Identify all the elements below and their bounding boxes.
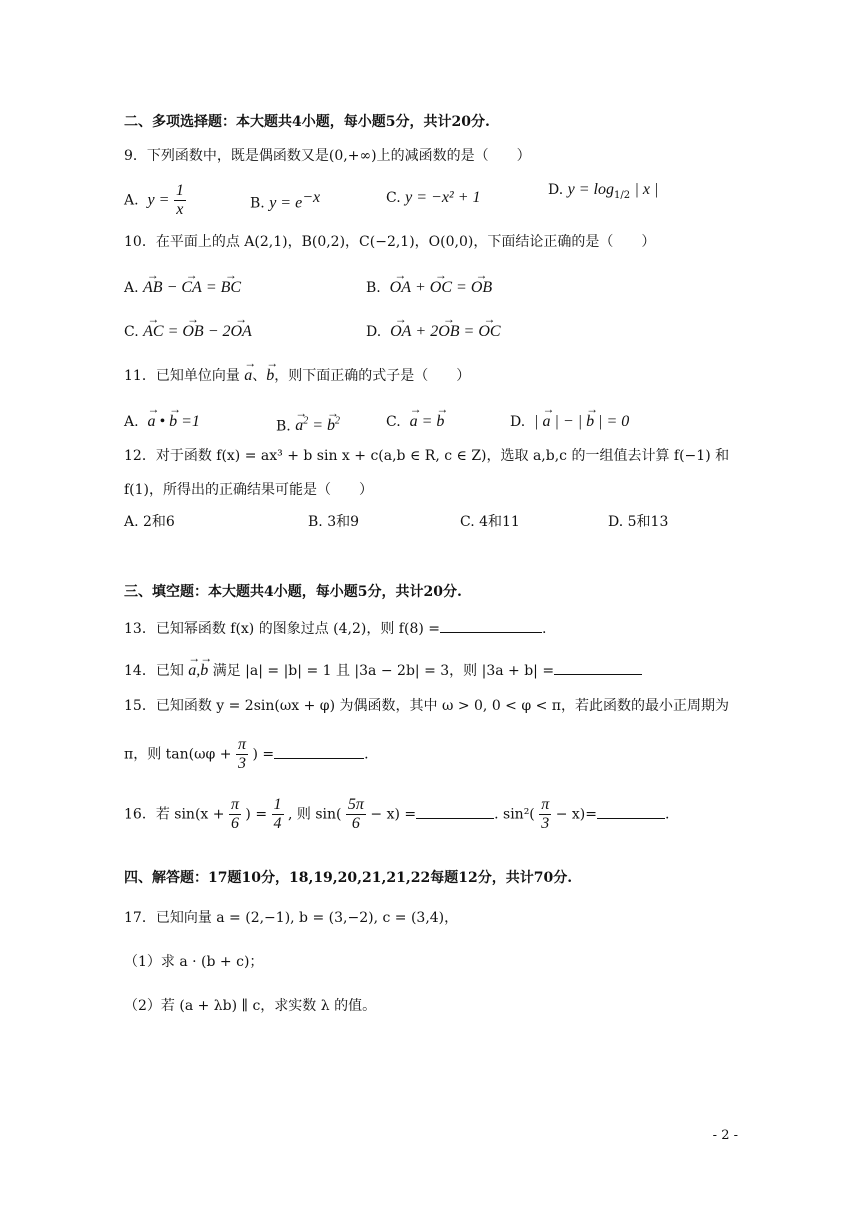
q17-part1: （1）求 a · (b + c)；	[124, 954, 264, 970]
q10-option-c: C. → AC = → OB − 2→ OA	[124, 322, 252, 342]
q9-option-b: B. $y = e^{-x}$	[250, 189, 321, 212]
q9-option-a: A. y = $\frac{1}{x}$	[124, 182, 184, 218]
q17-part2: （2）若 (a + λb) ∥ c，求实数 λ 的值。	[124, 998, 377, 1014]
q16: 16．若 sin(x + $\frac{\pi}{6}$ ) = $\frac{1}{4}$ , 则 sin( $\frac{5\pi}{6}$ − x) = . sin²( $\frac{\pi}{3}$ − x)= .	[124, 796, 670, 832]
q9-option-c: C. y = −x² + 1	[386, 189, 481, 206]
q10-option-b: B. → OA + → OC = → OB	[366, 278, 492, 298]
q12-option-b: B. 3和9	[308, 514, 360, 530]
q11-option-c: C. → a = → b	[386, 412, 444, 432]
q14: 14．已知 → a,→ b 满足 |a| = |b| = 1 且 |3a − 2b| = 3，则 |3a + b| =	[124, 660, 642, 681]
q9-option-d: D. $y = \log_{1/2}$ | x |	[548, 181, 659, 201]
section-solve: 四、解答题：17题10分，18,19,20,21,21,22每题12分，共计70分.	[124, 870, 573, 886]
q15-line1: 15．已知函数 y = 2sin(ωx + φ) 为偶函数，其中 ω > 0, 0 < φ < π，若此函数的最小正周期为	[124, 698, 729, 714]
q11-option-a: A. → a • → b =1	[124, 412, 200, 432]
q11-option-b: B. → $a^2$ = → $b^2$	[276, 412, 340, 436]
section-multi-choice: 二、多项选择题：本大题共4小题，每小题5分，共计20分.	[124, 114, 490, 130]
q10-stem: 10．在平面上的点 A(2,1)，B(0,2)，C(−2,1)，O(0,0)，下面结论正确的是（ ）	[124, 234, 656, 250]
q12-option-a: A. 2和6	[124, 514, 175, 530]
q13: 13．已知幂函数 f(x) 的图象过点 (4,2)，则 f(8) = .	[124, 618, 546, 639]
q12-line2: f(1)，所得出的正确结果可能是（ ）	[124, 482, 374, 498]
q10-option-d: D. → OA + 2→ OB = → OC	[366, 322, 501, 342]
q17-stem: 17．已知向量 a = (2,−1), b = (3,−2), c = (3,4)，	[124, 910, 459, 926]
q11-option-d: D. | → a | − | → b | = 0	[510, 412, 629, 432]
q11-stem: 11．已知单位向量 → a、→ b，则下面正确的式子是（ ）	[124, 366, 470, 386]
q12-option-c: C. 4和11	[460, 514, 520, 530]
q15-line2: π，则 tan(ωφ + $\frac{\pi}{3}$ ) = .	[124, 736, 369, 772]
page-number: - 2 -	[712, 1128, 738, 1143]
q10-option-a: A. → AB − → CA = → BC	[124, 278, 241, 298]
q12-option-d: D. 5和13	[608, 514, 669, 530]
q9-stem: 9．下列函数中，既是偶函数又是(0,+∞)上的减函数的是（ ）	[124, 148, 531, 164]
section-fill-blank: 三、填空题：本大题共4小题，每小题5分，共计20分.	[124, 584, 462, 600]
q12-line1: 12．对于函数 f(x) = ax³ + b sin x + c(a,b ∈ R, c ∈ Z)，选取 a,b,c 的一组值去计算 f(−1) 和	[124, 448, 730, 464]
